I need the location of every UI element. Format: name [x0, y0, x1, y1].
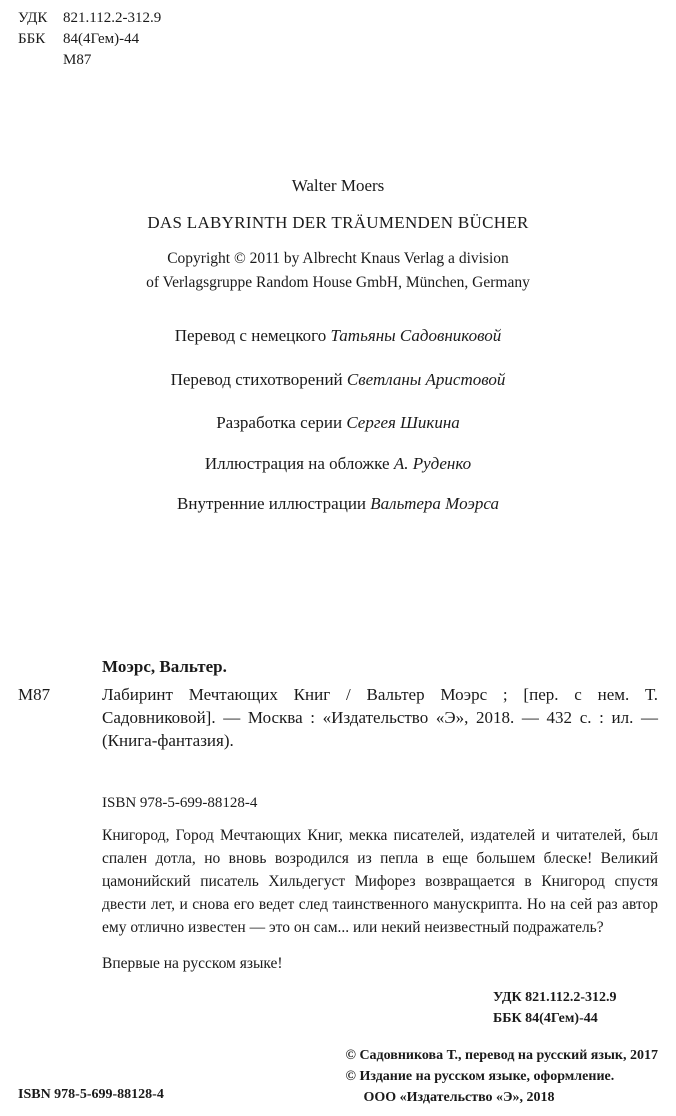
copyright-publisher: ООО «Издательство «Э», 2018: [363, 1090, 555, 1105]
credit-person: Светланы Аристовой: [346, 370, 506, 389]
copyright-original-line2: of Verlagsgruppe Random House GmbH, München, Germany: [146, 274, 530, 291]
author-sign-value: М87: [63, 52, 92, 68]
credit-cover: [0, 454, 676, 474]
credit-person: Вальтера Моэрса: [370, 494, 499, 513]
isbn: ISBN 978-5-699-88128-4: [102, 795, 258, 811]
classification-codes-top: [18, 8, 161, 71]
copyright-block: [345, 1045, 658, 1108]
credit-person: Сергея Шикина: [346, 413, 460, 432]
author-sign-row: [18, 50, 161, 71]
copyright-original-line1: Copyright © 2011 by Albrecht Knaus Verlag a division: [167, 250, 509, 267]
copyright-translation: © Садовникова Т., перевод на русский язык, 2017: [345, 1048, 658, 1063]
bib-description: Лабиринт Мечтающих Книг / Вальтер Моэрс ; [пер. с нем. Т. Садовниковой]. — Москва : «Издательство «Э», 2018. — 432 с. : ил. — (Книга-фантазия).: [102, 685, 658, 750]
annotation-text: Книгород, Город Мечтающих Книг, мекка писателей, издателей и читателей, был спален дотла, но вновь возродился из пепла в еще большем блеске! Великий цамонийский писатель Хильдегуст Мифорез возвращается в Книгород спустя двести лет, и снова его ведет след таинственного манускрипта. Но на сей раз автор ему отлично известен — это он сам... или некий неизвестный подражатель?: [102, 827, 658, 936]
bbk-bottom: ББК 84(4Гем)-44: [493, 1011, 598, 1026]
udk-value: 821.112.2-312.9: [63, 10, 162, 26]
udk-label: УДК: [18, 10, 48, 26]
bbk-row: [18, 29, 161, 50]
credit-role: Иллюстрация на обложке: [204, 454, 390, 473]
credit-role: Перевод стихотворений: [170, 370, 343, 389]
original-author: Walter Moers: [291, 176, 385, 195]
bib-author-sign: М87: [18, 685, 51, 704]
bib-author-heading: Моэрс, Вальтер.: [102, 657, 227, 676]
isbn-bottom: ISBN 978-5-699-88128-4: [18, 1087, 164, 1102]
credit-translation: [0, 326, 676, 346]
copyright-edition: © Издание на русском языке, оформление.: [345, 1069, 615, 1084]
bbk-label: ББК: [18, 31, 46, 47]
credit-person: Татьяны Садовниковой: [330, 326, 502, 345]
credit-illustrations: [0, 494, 676, 514]
credit-person: А. Руденко: [393, 454, 472, 473]
bbk-value: 84(4Гем)-44: [63, 31, 140, 47]
credit-poems: [0, 370, 676, 390]
original-title: DAS LABYRINTH DER TRÄUMENDEN BÜCHER: [147, 213, 529, 232]
udk-bottom: УДК 821.112.2-312.9: [493, 990, 617, 1005]
first-in-russian: Впервые на русском языке!: [102, 955, 283, 972]
annotation: [102, 824, 658, 939]
classification-codes-bottom: [493, 987, 658, 1029]
credit-role: Внутренние иллюстрации: [177, 494, 367, 513]
credit-role: Перевод с немецкого: [174, 326, 327, 345]
credit-role: Разработка серии: [216, 413, 343, 432]
udk-row: [18, 8, 161, 29]
credit-series: [0, 413, 676, 433]
